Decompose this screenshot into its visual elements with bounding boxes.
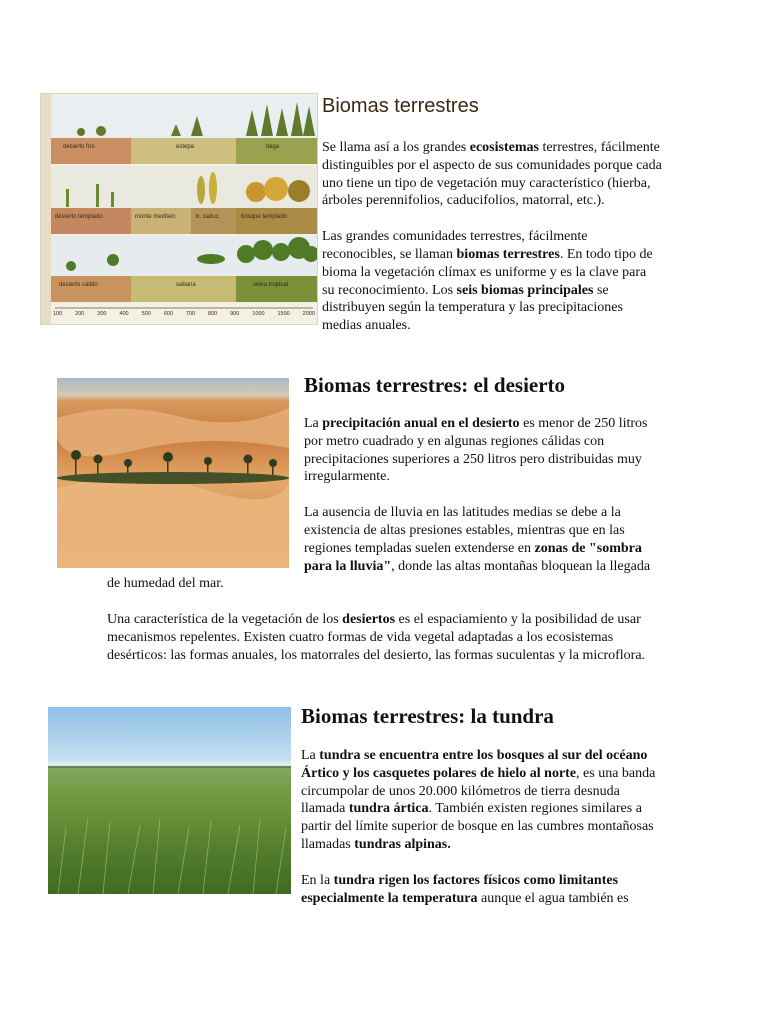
text-run: Una característica de la vegetación de los [107,612,343,628]
axis-tick: 2000 [302,311,315,317]
axis-tick: 900 [230,311,240,317]
diagram-label: desierto templado [55,214,103,220]
bold-text: ecosistemas [469,140,539,155]
bold-text: tundra se encuentra entre los bosques al sur del océano Ártico y los casquetes polares de hielo al norte [301,748,648,781]
section2-paragraph-3 [107,611,662,664]
section3-paragraph-1 [301,747,661,854]
section2-text [107,415,662,665]
text-run: En la [301,872,334,888]
diagram-label: taiga [266,144,280,150]
axis-tick: 400 [119,311,129,317]
text-run: La [304,416,323,431]
axis-tick: 1000 [252,311,265,317]
axis-tick: 1500 [277,311,290,317]
section-title-desierto: Biomas terrestres: el desierto [304,373,566,397]
bold-text: biomas terrestres [456,246,560,262]
text-run: La ausencia de lluvia en las latitudes medias se debe a la existencia de altas presiones estables, mientras que en las regiones templadas suelen extenderse en [304,505,625,556]
text-run: , donde las altas montañas bloquean la llegada de humedad del mar. [107,558,651,592]
diagram-label: estepa [176,144,195,150]
axis-tick: 700 [185,311,196,317]
text-run: . En todo tipo de bioma la vegetación clímax es uniforme y es la clave para su reconocimiento. Los [322,246,653,298]
diagram-label: sabana [176,282,196,288]
text-run: Las grandes comunidades terrestres, fácilmente reconocibles, se llaman [322,229,588,262]
axis-tick: 600 [163,311,173,317]
text-run: es el espaciamiento y la posibilidad de usar mecanismos repelentes. Existen cuatro formas de vida vegetal adaptadas a los ecosistemas desérticos: las formas anuales, los matorrales del desierto, las formas suculentas y la microflora. [107,612,646,663]
bold-text: tundra rigen los factores físicos como limitantes especialmente la temperatura [301,872,619,906]
axis-tick: 100 [53,311,63,317]
text-run: aunque el agua también es [477,890,629,906]
section1-text [107,139,662,335]
text-run: terrestres, fácilmente distinguibles por el aspecto de sus comunidades porque cada uno tiene un tipo de vegetación muy característico (hierba, árboles perennifolios, caducifolios, matorral, etc.). [322,140,662,209]
text-run: . También existen regiones similares a partir del límite superior de bosque en las cumbres montañosas llamadas [301,801,654,852]
bold-text: seis biomas principales [456,282,594,298]
bold-text: zonas de "sombra para la lluvia" [304,540,642,574]
diagram-label: bosque templado [241,214,288,220]
axis-tick: 300 [97,311,107,317]
tundra-photo [48,707,291,894]
diagram-label: desierto frío [63,144,95,150]
text-run: La [301,748,320,763]
axis-tick: 500 [141,311,151,317]
section-title-biomas: Biomas terrestres [322,95,479,117]
bold-text: tundras alpinas. [354,836,451,852]
text-run: Se llama así a los grandes [322,140,470,155]
bold-text: tundra ártica [348,801,429,817]
section3-paragraph-2 [301,872,661,908]
section3-text [301,747,661,907]
text-run: se distribuyen según la temperatura y las precipitaciones medias anuales. [322,282,623,334]
text-run: , es una banda circumpolar de unos 20.000 kilómetros de tierra desnuda llamada [301,765,656,817]
axis-tick: 200 [75,311,85,317]
text-run: es menor de 250 litros por metro cuadrado y en algunas regiones cálidas con precipitaciones superiores a 250 litros pero distribuidas muy irregularmente. [304,416,648,485]
diagram-label: selva tropical [253,282,289,288]
diagram-label: b. caduc. [196,214,221,220]
diagram-label: monte mediterr. [135,214,177,220]
bold-text: desiertos [342,612,396,628]
bold-text: precipitación anual en el desierto [322,416,520,431]
diagram-label: desierto cálido [59,282,98,288]
tundra-photo-svg [48,707,291,894]
section-title-tundra: Biomas terrestres: la tundra [301,704,554,728]
axis-tick: 800 [207,311,218,317]
